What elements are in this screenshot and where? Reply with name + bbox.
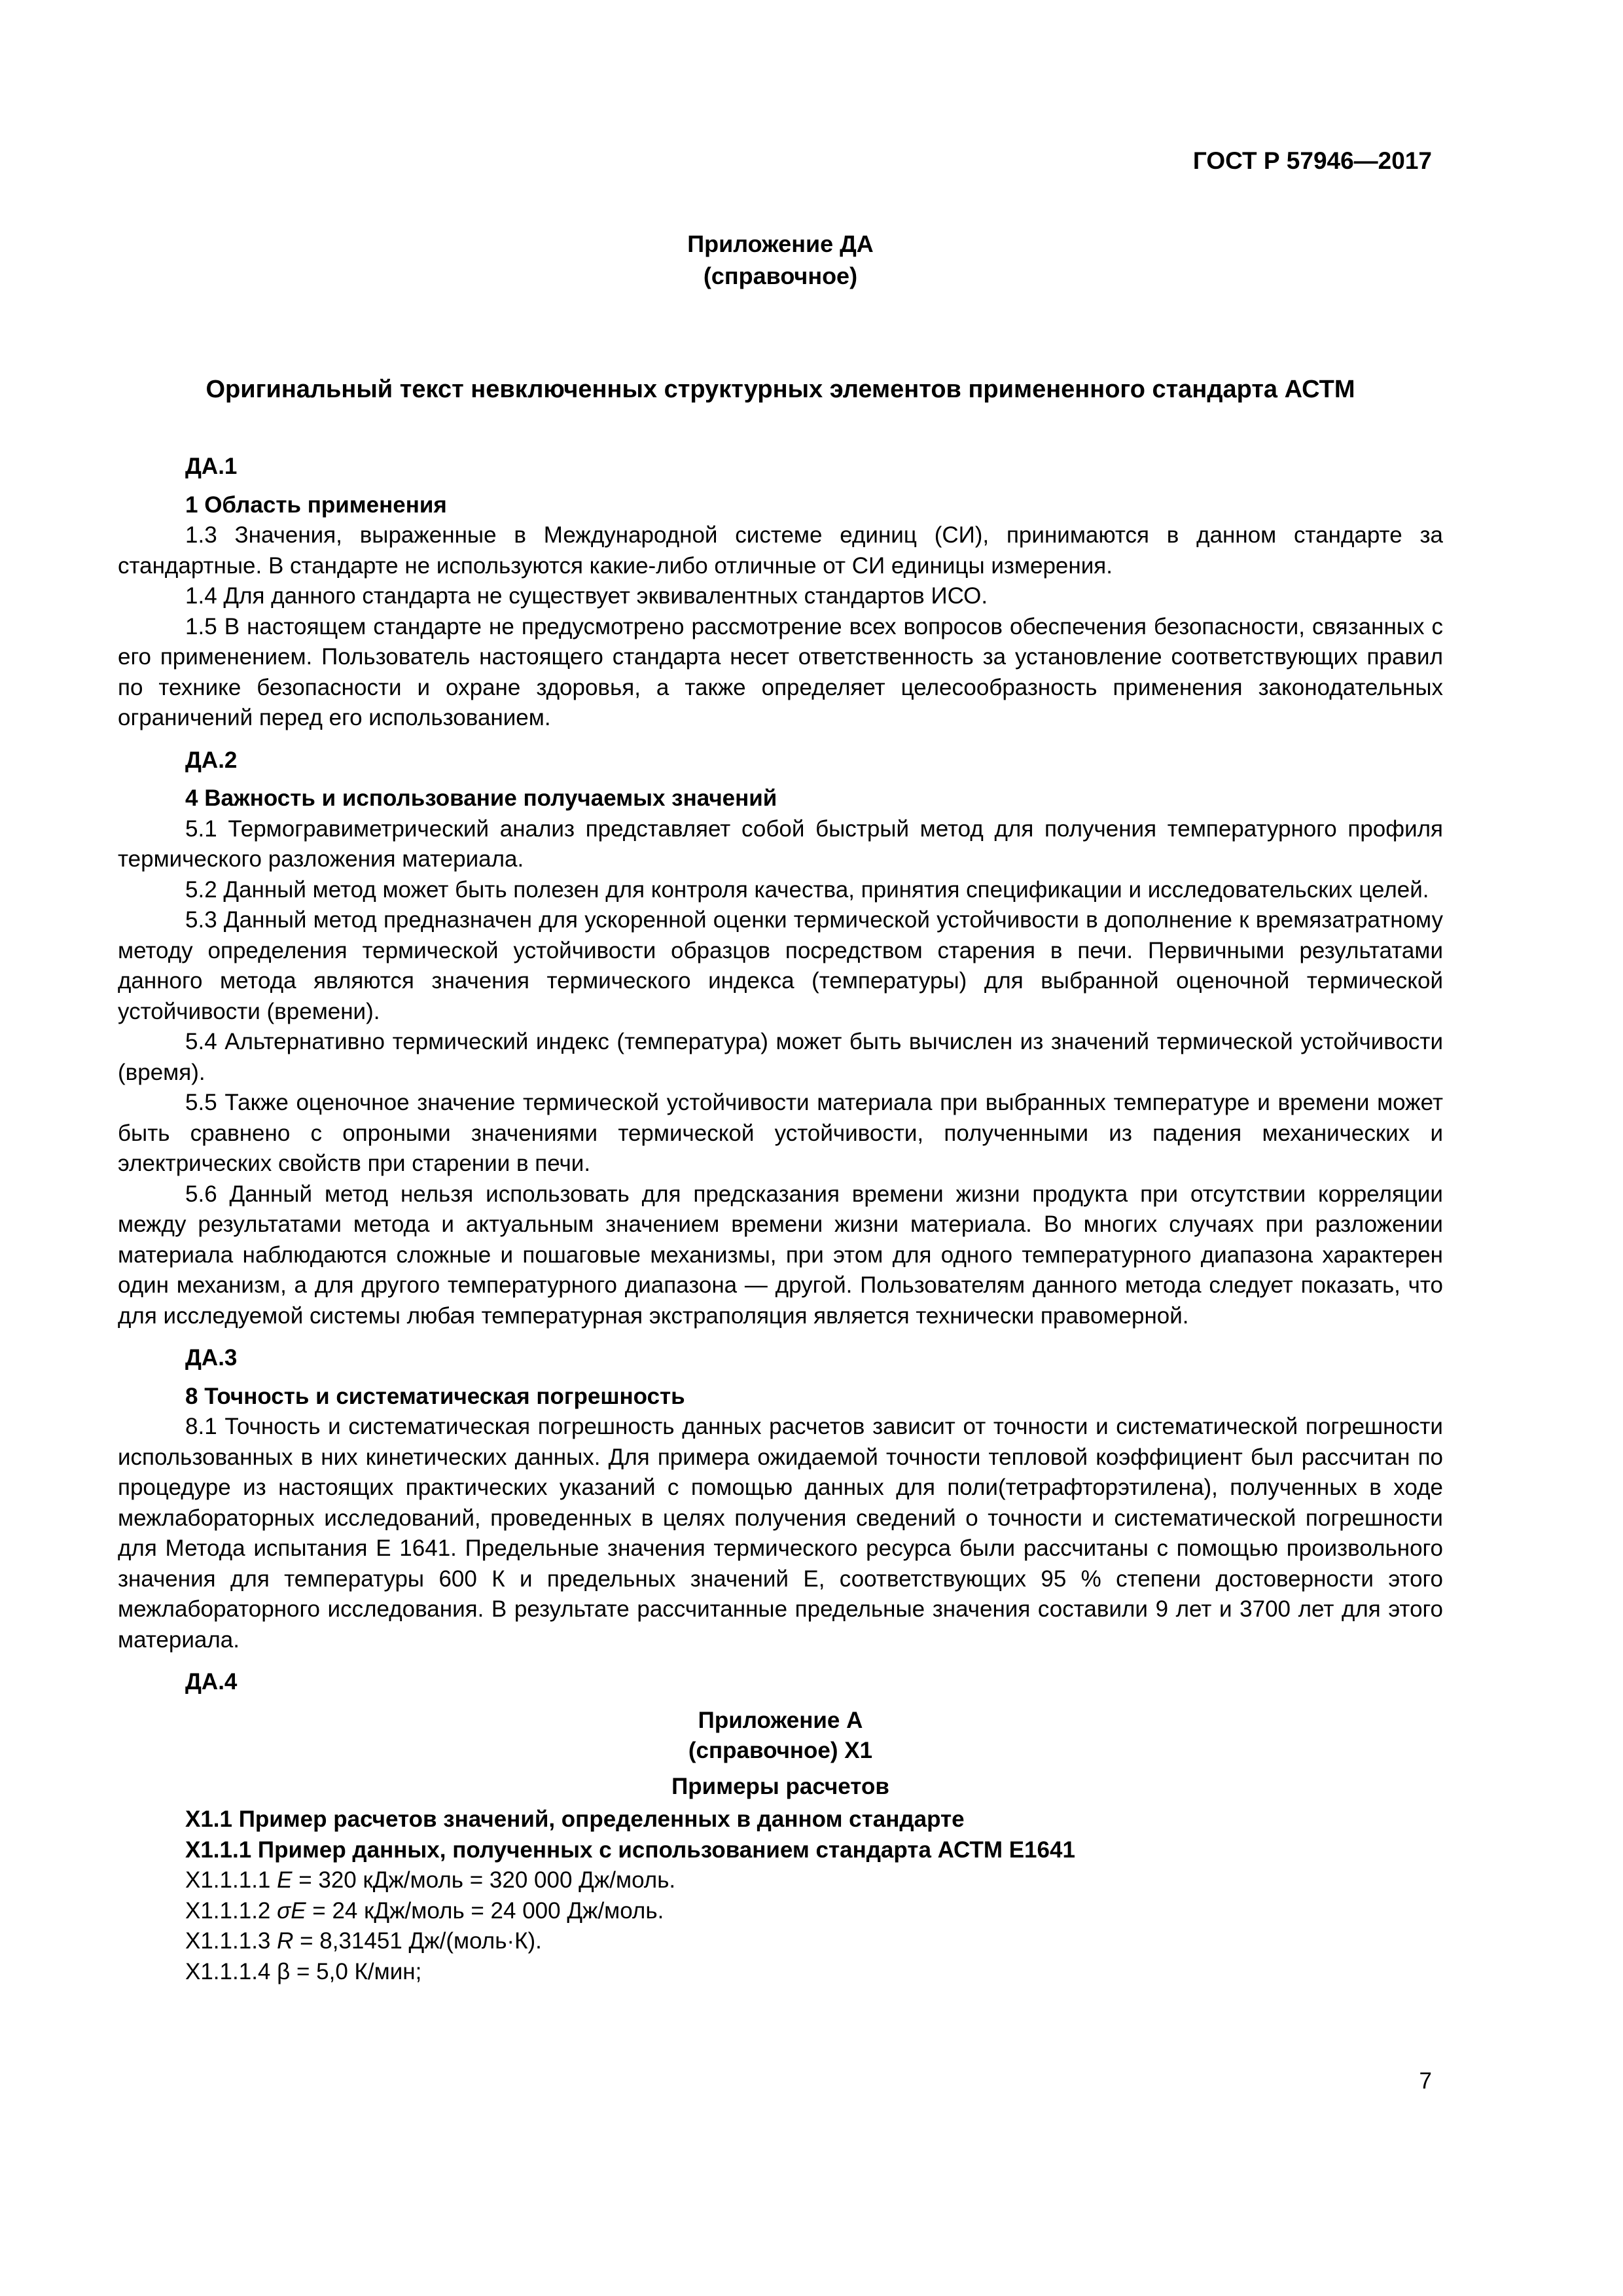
section-label: ДА.4 [185, 1669, 238, 1695]
list-item: Х1.1.1.2 σE = 24 кДж/моль = 24 000 Дж/моль. [185, 1897, 664, 1924]
subsection-heading: Х1.1.1 Пример данных, полученных с использованием стандарта АСТМ Е1641 [185, 1837, 1075, 1863]
section-heading: 8 Точность и систематическая погрешность [185, 1383, 685, 1409]
paragraph: 5.4 Альтернативно термический индекс (температура) может быть вычислен из значений термической устойчивости (время). [118, 1029, 1443, 1085]
subsection-heading: Х1.1 Пример расчетов значений, определенных в данном стандарте [185, 1806, 965, 1832]
document-body [118, 452, 1443, 1987]
appendix-heading [118, 228, 1443, 292]
paragraph: 5.3 Данный метод предназначен для ускоренной оценки термической устойчивости в дополнение к времязатратному методу определения термической устойчивости образцов посредством старения в печи. Первичными результатами данного метода являются значения термического индекса (температуры) для выбранной оценочной термической устойчивости (времени). [118, 907, 1443, 1024]
page-number: 7 [1419, 2068, 1432, 2094]
paragraph: 1.4 Для данного стандарта не существует эквивалентных стандартов ИСО. [185, 583, 988, 609]
appendix-title: Приложение ДА [687, 230, 874, 257]
list-item: Х1.1.1.1 E = 320 кДж/моль = 320 000 Дж/моль. [185, 1867, 676, 1893]
document-code: ГОСТ Р 57946—2017 [1192, 147, 1432, 174]
list-item: Х1.1.1.4 β = 5,0 К/мин; [185, 1958, 422, 1984]
section-label: ДА.2 [185, 747, 238, 773]
section-label: ДА.3 [185, 1345, 238, 1371]
paragraph: 5.2 Данный метод может быть полезен для контроля качества, принятия спецификации и исследовательских целей. [185, 876, 1429, 903]
paragraph: 5.5 Также оценочное значение термической устойчивости материала при выбранных температуре и времени может быть сравнено с опроными значениями термической устойчивости, полученными из падения механических и электрических свойств при старении в печи. [118, 1090, 1443, 1176]
paragraph: 5.6 Данный метод нельзя использовать для предсказания времени жизни продукта при отсутствии корреляции между результатами метода и актуальным значением времени жизни материала. Во многих случаях при разложении материала наблюдаются сложные и пошаговые механизмы, при этом для одного температурного диапазона характерен один механизм, а для другого температурного диапазона — другой. Пользователям данного метода следует показать, что для исследуемой системы любая температурная экстраполяция является технически правомерной. [118, 1181, 1443, 1329]
section-label: ДА.1 [185, 454, 238, 479]
paragraph: 1.5 В настоящем стандарте не предусмотрено рассмотрение всех вопросов обеспечения безопасности, связанных с его применением. Пользователь настоящего стандарта несет ответственность за установление соответствующих правил по технике безопасности и охране здоровья, а также определяет целесообразность применения законодательных ограничений перед его использованием. [118, 613, 1443, 730]
section-heading: 1 Область применения [185, 492, 447, 518]
annex-a-note: (справочное) Х1 [688, 1738, 873, 1763]
document-title: Оригинальный текст невключенных структурных элементов примененного стандарта АСТМ [205, 376, 1355, 403]
examples-title: Примеры расчетов [671, 1773, 889, 1799]
paragraph: 5.1 Термогравиметрический анализ представляет собой быстрый метод для получения температурного профиля термического разложения материала. [118, 816, 1443, 872]
paragraph: 8.1 Точность и систематическая погрешность данных расчетов зависит от точности и систематической погрешности использованных в них кинетических данных. Для примера ожидаемой точности тепловой коэффициент был рассчитан по процедуре из настоящих практических указаний с помощью данных для поли(тетрафторэтилена), полученных в ходе межлабораторных исследований, проведенных в целях получения сведений о точности и систематической погрешности для Метода испытания Е 1641. Предельные значения термического ресурса были рассчитаны с помощью произвольного значения для температуры 600 К и предельных значений Е, соответствующих 95 % степени достоверности этого межлабораторного исследования. В результате рассчитанные предельные значения составили 9 лет и 3700 лет для этого материала. [118, 1414, 1443, 1653]
appendix-note: (справочное) [703, 262, 858, 289]
section-heading: 4 Важность и использование получаемых значений [185, 785, 777, 811]
list-item: Х1.1.1.3 R = 8,31451 Дж/(моль·К). [185, 1928, 542, 1954]
annex-a-title: Приложение А [698, 1707, 863, 1733]
annex-a-heading [118, 1706, 1443, 1803]
paragraph: 1.3 Значения, выраженные в Международной системе единиц (СИ), принимаются в данном стандарте за стандартные. В стандарте не используются какие-либо отличные от СИ единицы измерения. [118, 522, 1443, 579]
